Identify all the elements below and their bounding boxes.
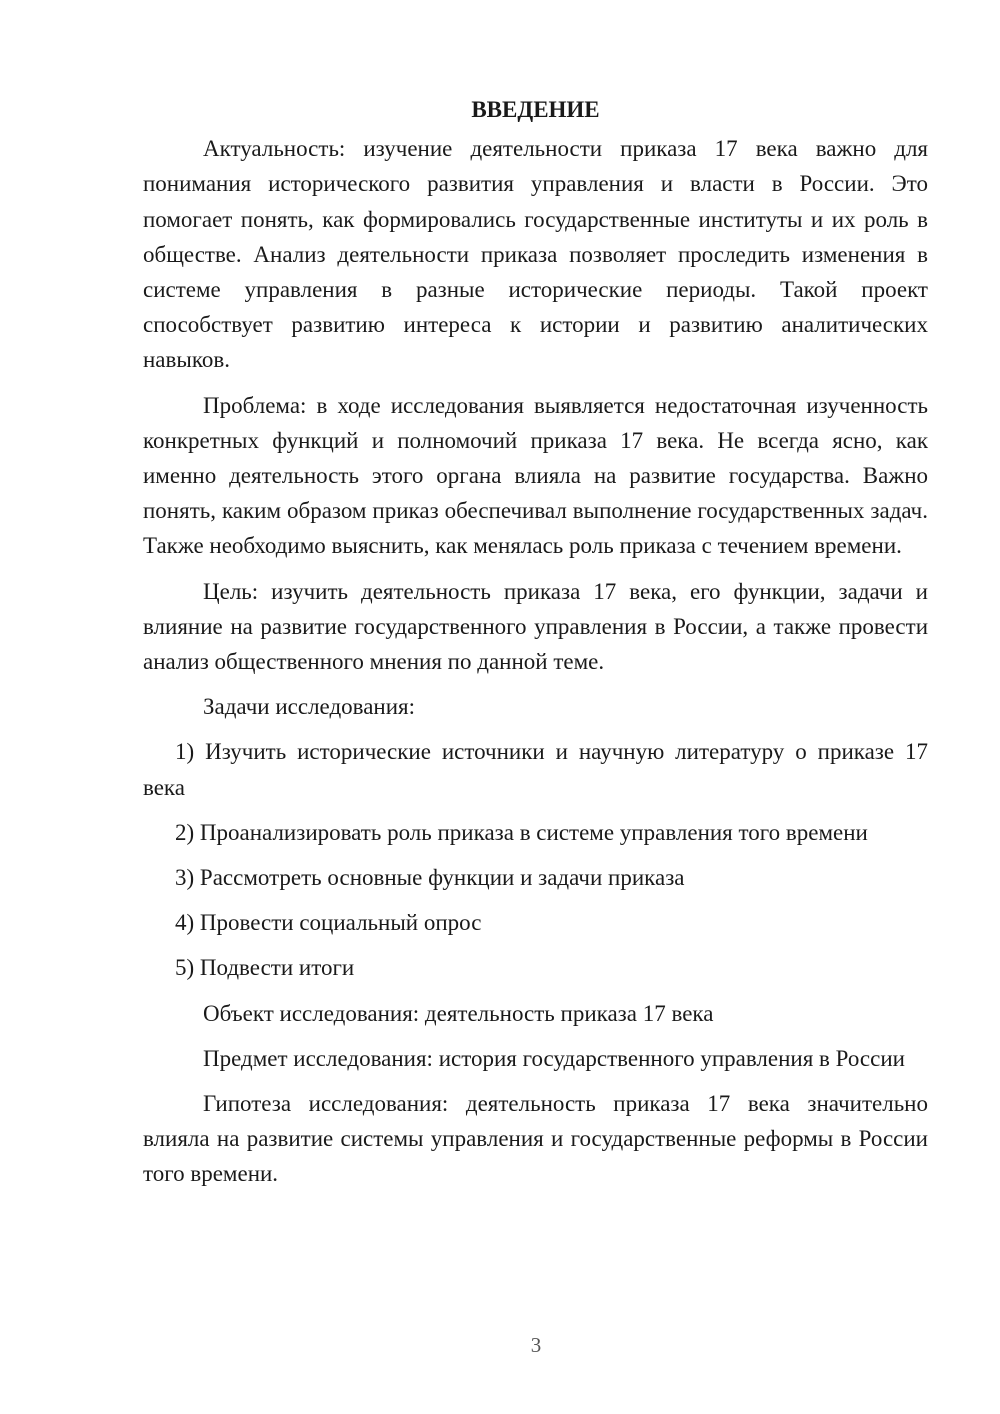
paragraph-hypothesis: Гипотеза исследования: деятельность приказа 17 века значительно влияла на развитие системы управления и государственные реформы в России того времени.: [143, 1091, 928, 1187]
paragraph-subject: Предмет исследования: история государственного управления в России: [203, 1045, 905, 1071]
list-item: 5) Подвести итоги: [175, 955, 355, 981]
list-item: 3) Рассмотреть основные функции и задачи приказа: [175, 865, 685, 891]
page-title: ВВЕДЕНИЕ: [471, 97, 600, 122]
paragraph-goal: Цель: изучить деятельность приказа 17 века, его функции, задачи и влияние на развитие государственного управления в России, а также провести анализ общественного мнения по данной теме.: [143, 578, 928, 675]
page-number: 3: [530, 1333, 542, 1357]
tasks-list: [143, 734, 928, 985]
list-item: 4) Провести социальный опрос: [175, 910, 482, 936]
list-item: 1) Изучить исторические источники и научную литературу о приказе 17 века: [143, 739, 928, 800]
paragraph-object: Объект исследования: деятельность приказа 17 века: [203, 1000, 714, 1026]
paragraph-relevance: Актуальность: изучение деятельности приказа 17 века важно для понимания исторического развития управления и власти в России. Это помогает понять, как формировались государственные институты и их роль в обществе. Анализ деятельности приказа позволяет проследить изменения в системе управления в разные исторические периоды. Такой проект способствует развитию интереса к истории и развитию аналитических навыков.: [143, 136, 928, 373]
list-item: 2) Проанализировать роль приказа в системе управления того времени: [175, 819, 868, 845]
paragraph-problem: Проблема: в ходе исследования выявляется недостаточная изученность конкретных функций и полномочий приказа 17 века. Не всегда ясно, как именно деятельность этого органа влияла на развитие государства. Важно понять, каким образом приказ обеспечивал выполнение государственных задач. Также необходимо выяснить, как менялась роль приказа с течением времени.: [143, 392, 928, 559]
document-body: [143, 92, 928, 1202]
tasks-heading: Задачи исследования:: [203, 694, 416, 720]
